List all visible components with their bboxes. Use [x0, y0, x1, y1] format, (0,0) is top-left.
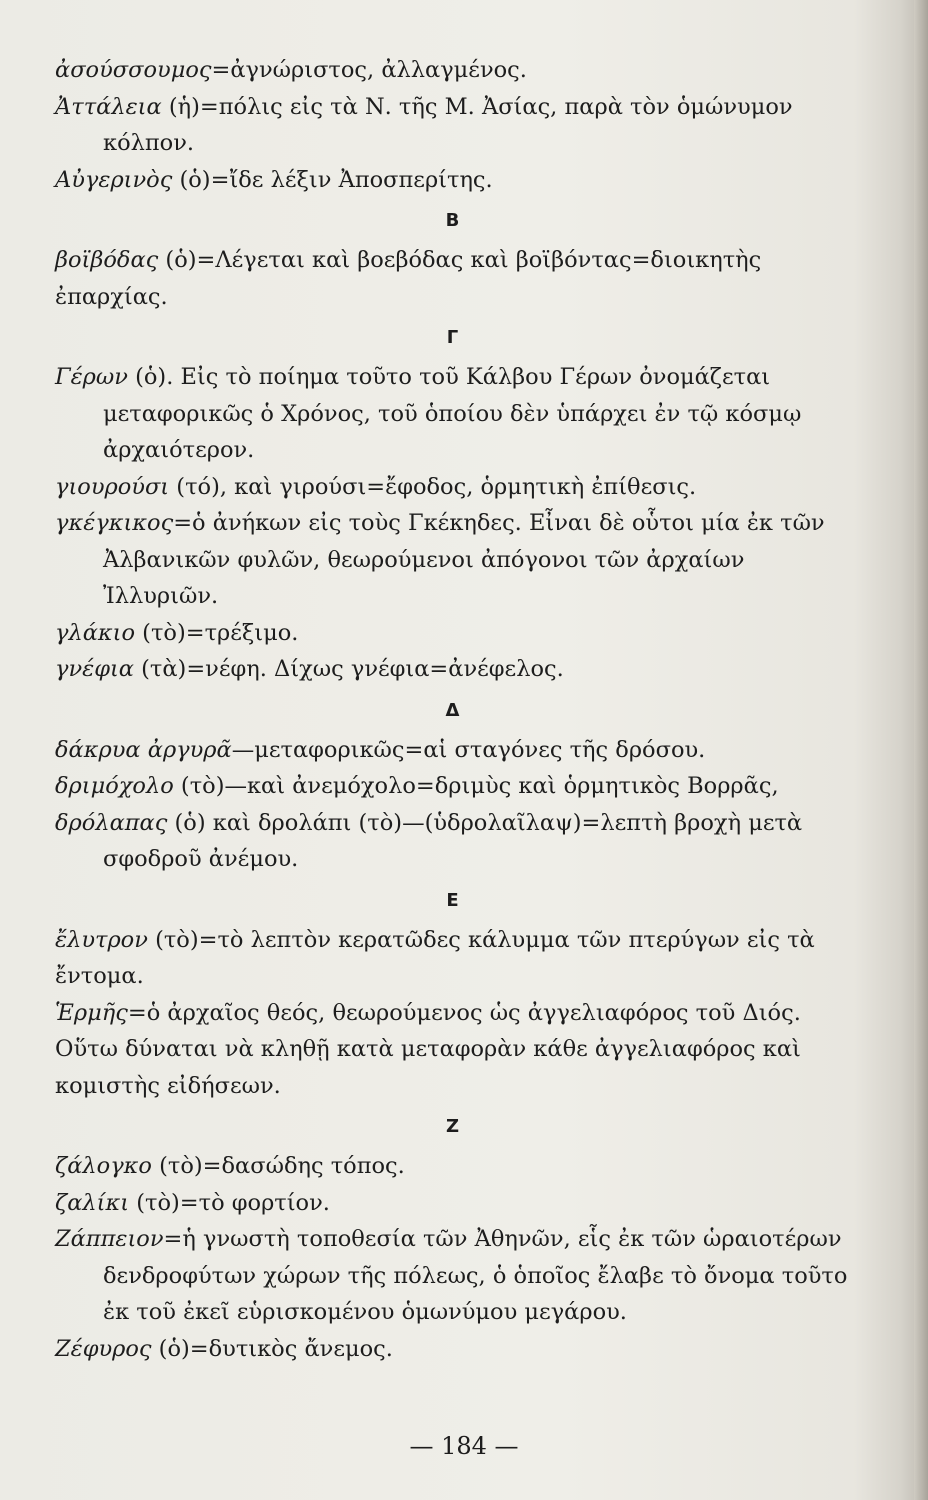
entry-definition: (τὸ)=τρέξιμο. [135, 619, 299, 646]
entry [55, 1148, 850, 1185]
entry-definition: (τό), καὶ γιρούσι=ἔφοδος, ὁρμητικὴ ἐπίθεσις. [169, 473, 697, 500]
entry-definition: =ἀγνώριστος, ἀλλαγμένος. [211, 57, 527, 83]
entry [55, 359, 850, 469]
entry-definition: =ἡ γνωστὴ τοποθεσία τῶν Ἀθηνῶν, εἷς ἐκ τῶν ὡραιοτέρων δενδροφύτων χώρων τῆς πόλεως, ὁ ὁποῖος ἔλαβε τὸ ὄνομα τοῦτο ἐκ τοῦ ἐκεῖ εὑρισκομένου ὁμωνύμου μεγάρου. [103, 1226, 848, 1325]
entry-definition: (τὸ)=τὸ φορτίον. [129, 1189, 330, 1216]
entry-term: δριμόχολο [55, 773, 174, 799]
entry-term: ζάλογκο [55, 1153, 152, 1179]
entry-definition: (τὸ)=δασώδης τόπος. [151, 1153, 405, 1179]
entry-term: γιουρούσι [55, 473, 170, 500]
entry [55, 922, 850, 995]
entry-definition: (ὁ). Εἰς τὸ ποίημα τοῦτο τοῦ Κάλβου Γέρων ὀνομάζεται μεταφορικῶς ὁ Χρόνος, τοῦ ὁποίου δὲν ὑπάρχει ἐν τῷ κόσμῳ ἀρχαιότερον. [103, 364, 802, 463]
page-number: — 184 — [409, 1432, 519, 1460]
section-letter-z: Ζ [445, 1116, 460, 1137]
entry [55, 732, 850, 769]
entry [55, 469, 850, 506]
entry-term: ἀσούσσουμος [55, 57, 212, 83]
page-edge [914, 0, 928, 1500]
entry-term: Ζάππειον [55, 1226, 164, 1252]
section-letter-e: Ε [446, 889, 459, 911]
entry-term: Ἀττάλεια [55, 93, 162, 120]
entry-definition: —μεταφορικῶς=αἱ σταγόνες τῆς δρόσου. [231, 736, 706, 763]
entry [55, 52, 850, 89]
entry-term: βοϊβόδας [55, 247, 159, 273]
entry-definition: (τὸ)=τὸ λεπτὸν κερατῶδες κάλυμμα τῶν πτερύγων εἰς τὰ ἔντομα. [55, 926, 815, 989]
entry-term: Ἑρμῆς [55, 999, 128, 1026]
entry-definition: (τὰ)=νέφη. Δίχως γνέφια=ἀνέφελος. [133, 656, 564, 682]
entry-definition: (ὁ)=δυτικὸς ἄνεμος. [151, 1335, 393, 1362]
entry-definition: (τὸ)—καὶ ἀνεμόχολο=δριμὺς καὶ ὁρμητικὸς Βορρᾶς, [173, 773, 779, 799]
entry [55, 1221, 850, 1331]
entry [55, 505, 850, 615]
glossary-body [55, 52, 850, 1367]
entry-term: δάκρυα ἀργυρᾶ [55, 736, 232, 763]
entry-term: γνέφια [55, 656, 134, 682]
section-letter-b: Β [445, 210, 460, 231]
entry [55, 651, 850, 688]
entry-definition: =ὁ ἀνήκων εἰς τοὺς Γκέκηδες. Εἶναι δὲ οὗτοι μία ἐκ τῶν Ἀλβανικῶν φυλῶν, θεωρούμενοι ἀπόγονοι τῶν ἀρχαίων Ἰλλυριῶν. [103, 510, 825, 609]
entry-definition: (ὁ) καὶ δρολάπι (τὸ)—(ὑδρολαῖλαψ)=λεπτὴ βροχὴ μετὰ σφοδροῦ ἀνέμου. [103, 809, 803, 872]
entry-term: γλάκιο [55, 619, 136, 646]
section-letter-d: Δ [445, 699, 460, 721]
entry [55, 1331, 850, 1368]
entry [55, 242, 850, 315]
entry [55, 162, 850, 199]
entry-term: ἔλυτρον [55, 926, 148, 953]
entry-definition: (ὁ)=ἴδε λέξιν Ἀποσπερίτης. [172, 166, 493, 193]
entry-definition: (ἡ)=πόλις εἰς τὰ Ν. τῆς Μ. Ἀσίας, παρὰ τὸν ὁμώνυμον κόλπον. [103, 93, 793, 156]
entry-term: ζαλίκι [55, 1189, 130, 1216]
entry [55, 995, 850, 1105]
entry-term: δρόλαπας [55, 809, 168, 836]
entry-term: Ζέφυρος [55, 1335, 152, 1362]
entry-definition: =ὁ ἀρχαῖος θεός, θεωρούμενος ὡς ἀγγελιαφόρος τοῦ Διός. Οὕτω δύναται νὰ κληθῇ κατὰ μεταφορὰν κάθε ἀγγελιαφόρος καὶ κομιστὴς εἰδήσεων. [55, 999, 801, 1099]
section-letter-g: Γ [446, 327, 459, 348]
entry-term: γκέγκικος [55, 510, 174, 536]
entry [55, 615, 850, 652]
entry-definition: (ὁ)=Λέγεται καὶ βοεβόδας καὶ βοϊβόντας=διοικητὴς ἐπαρχίας. [55, 247, 762, 310]
entry-term: Γέρων [55, 364, 128, 390]
entry [55, 89, 850, 162]
entry-term: Αὐγερινὸς [55, 166, 173, 193]
entry [55, 768, 850, 805]
entry [55, 1185, 850, 1222]
entry [55, 805, 850, 878]
